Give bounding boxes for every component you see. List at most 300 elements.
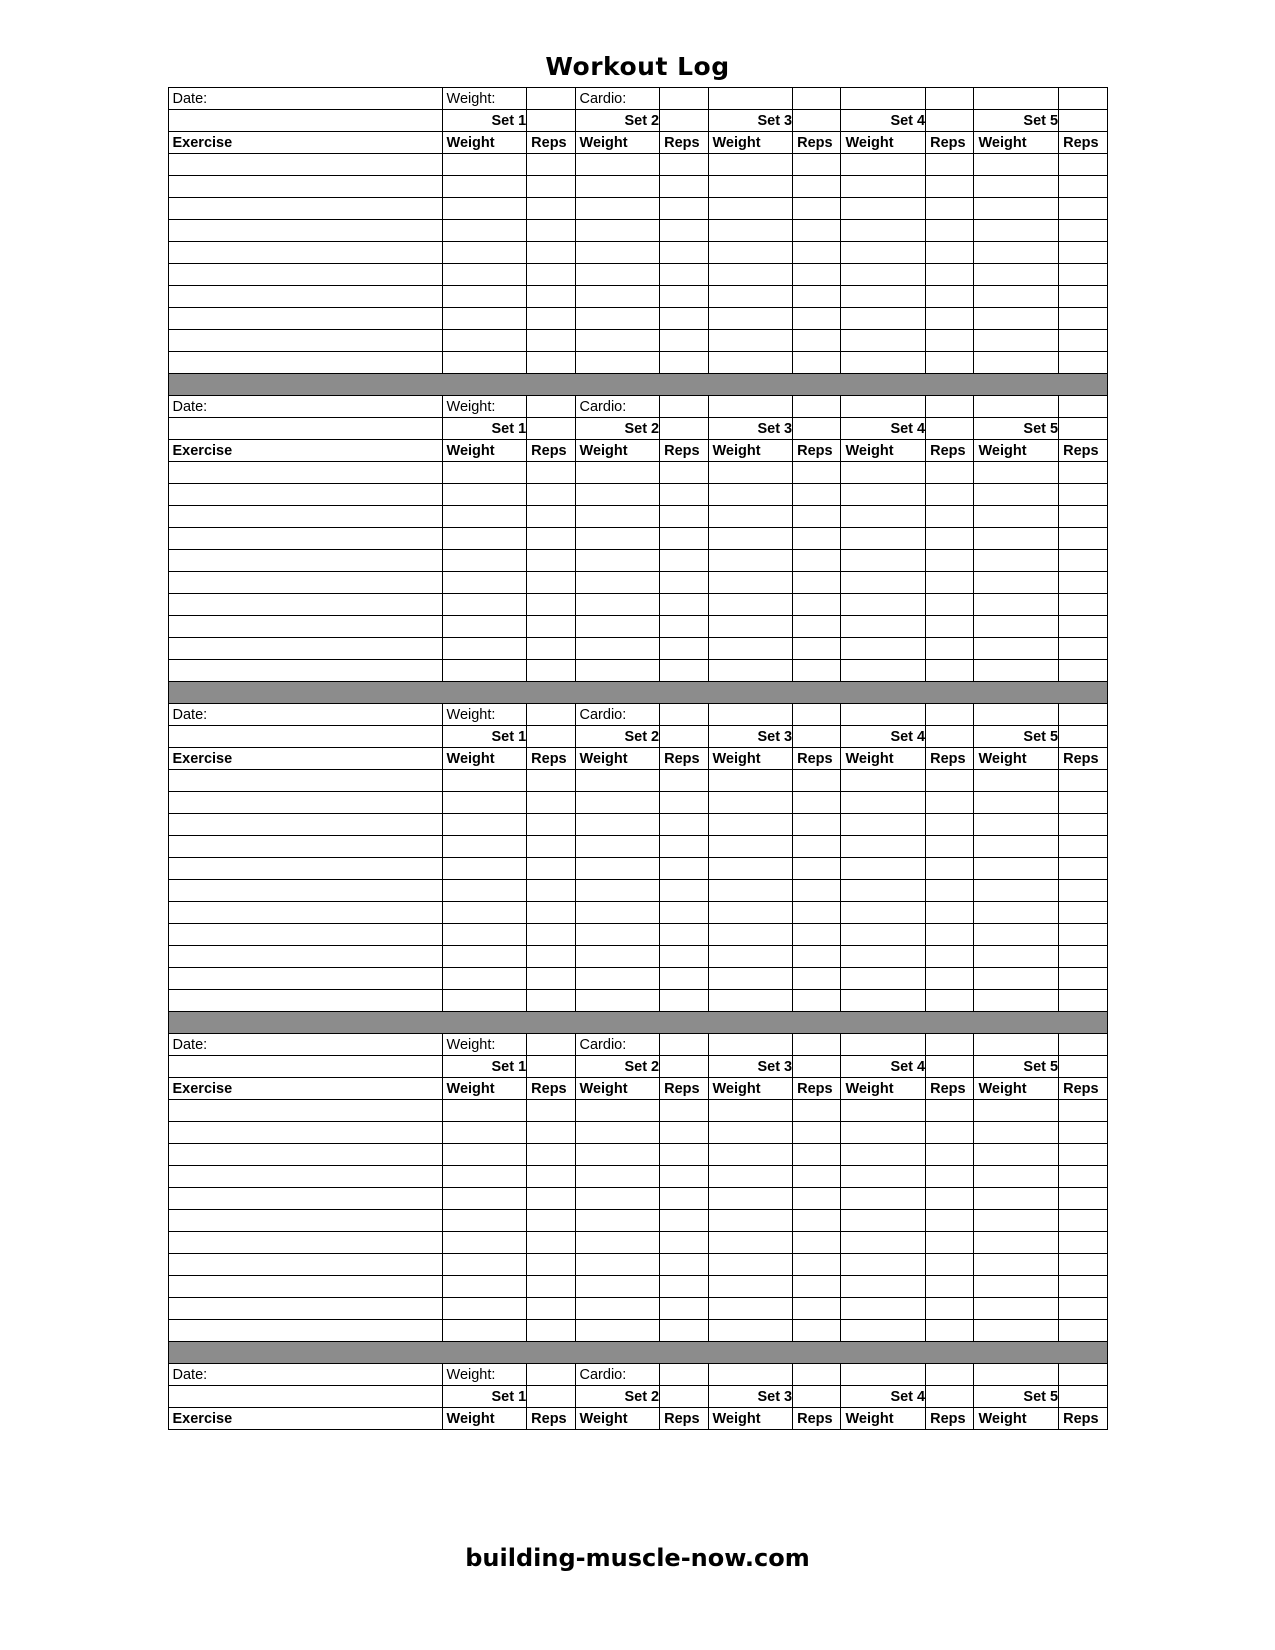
reps-cell-set-4[interactable] [926, 308, 974, 330]
reps-cell-set-4[interactable] [926, 352, 974, 374]
reps-cell-set-2[interactable] [660, 1298, 708, 1320]
weight-cell-set-4[interactable] [841, 770, 926, 792]
weight-cell-set-3[interactable] [708, 814, 793, 836]
reps-cell-set-3[interactable] [793, 770, 841, 792]
reps-cell-set-5[interactable] [1059, 638, 1107, 660]
reps-cell-set-5[interactable] [1059, 858, 1107, 880]
weight-cell-set-3[interactable] [708, 506, 793, 528]
reps-cell-set-1[interactable] [527, 836, 575, 858]
date-label-cell[interactable]: Date: [168, 1364, 442, 1386]
weight-cell-set-1[interactable] [442, 946, 527, 968]
reps-cell-set-4[interactable] [926, 528, 974, 550]
weight-cell-set-2[interactable] [575, 286, 660, 308]
reps-cell-set-3[interactable] [793, 594, 841, 616]
reps-cell-set-4[interactable] [926, 484, 974, 506]
exercise-name-cell[interactable] [168, 264, 442, 286]
weight-cell-set-2[interactable] [575, 1254, 660, 1276]
weight-cell-set-1[interactable] [442, 792, 527, 814]
reps-cell-set-4[interactable] [926, 1100, 974, 1122]
reps-cell-set-4[interactable] [926, 990, 974, 1012]
reps-cell-set-2[interactable] [660, 506, 708, 528]
reps-cell-set-1[interactable] [527, 1298, 575, 1320]
weight-cell-set-3[interactable] [708, 176, 793, 198]
weight-cell-set-1[interactable] [442, 1210, 527, 1232]
reps-cell-set-1[interactable] [527, 528, 575, 550]
reps-cell-set-2[interactable] [660, 924, 708, 946]
weight-cell-set-2[interactable] [575, 506, 660, 528]
weight-cell-set-2[interactable] [575, 1298, 660, 1320]
reps-cell-set-5[interactable] [1059, 990, 1107, 1012]
weight-cell-set-3[interactable] [708, 1144, 793, 1166]
weight-cell-set-1[interactable] [442, 1122, 527, 1144]
reps-cell-set-3[interactable] [793, 946, 841, 968]
reps-cell-set-5[interactable] [1059, 836, 1107, 858]
weight-cell-set-5[interactable] [974, 946, 1059, 968]
weight-cell-set-1[interactable] [442, 550, 527, 572]
weight-cell-set-1[interactable] [442, 1254, 527, 1276]
weight-cell-set-5[interactable] [974, 506, 1059, 528]
reps-cell-set-5[interactable] [1059, 924, 1107, 946]
reps-cell-set-1[interactable] [527, 220, 575, 242]
reps-cell-set-4[interactable] [926, 572, 974, 594]
meta-blank-cell[interactable] [926, 704, 974, 726]
weight-cell-set-4[interactable] [841, 308, 926, 330]
exercise-name-cell[interactable] [168, 990, 442, 1012]
reps-cell-set-3[interactable] [793, 858, 841, 880]
reps-cell-set-1[interactable] [527, 286, 575, 308]
date-label-cell[interactable]: Date: [168, 1034, 442, 1056]
reps-cell-set-3[interactable] [793, 286, 841, 308]
meta-blank-cell[interactable] [660, 88, 708, 110]
weight-cell-set-4[interactable] [841, 616, 926, 638]
reps-cell-set-4[interactable] [926, 1298, 974, 1320]
weight-cell-set-4[interactable] [841, 880, 926, 902]
weight-cell-set-2[interactable] [575, 638, 660, 660]
weight-cell-set-4[interactable] [841, 176, 926, 198]
weight-cell-set-3[interactable] [708, 330, 793, 352]
weight-cell-set-4[interactable] [841, 550, 926, 572]
exercise-name-cell[interactable] [168, 1122, 442, 1144]
weight-cell-set-4[interactable] [841, 528, 926, 550]
weight-cell-set-1[interactable] [442, 220, 527, 242]
weight-cell-set-3[interactable] [708, 308, 793, 330]
reps-cell-set-1[interactable] [527, 660, 575, 682]
reps-cell-set-1[interactable] [527, 770, 575, 792]
weight-cell-set-2[interactable] [575, 946, 660, 968]
meta-blank-cell[interactable] [974, 704, 1059, 726]
exercise-name-cell[interactable] [168, 880, 442, 902]
exercise-name-cell[interactable] [168, 352, 442, 374]
exercise-name-cell[interactable] [168, 792, 442, 814]
weight-cell-set-4[interactable] [841, 198, 926, 220]
weight-cell-set-4[interactable] [841, 1144, 926, 1166]
reps-cell-set-3[interactable] [793, 1298, 841, 1320]
bodyweight-label-cell[interactable]: Weight: [442, 396, 527, 418]
meta-blank-cell[interactable] [841, 396, 926, 418]
reps-cell-set-3[interactable] [793, 902, 841, 924]
reps-cell-set-2[interactable] [660, 770, 708, 792]
weight-cell-set-3[interactable] [708, 1320, 793, 1342]
reps-cell-set-4[interactable] [926, 770, 974, 792]
weight-cell-set-1[interactable] [442, 352, 527, 374]
exercise-name-cell[interactable] [168, 528, 442, 550]
weight-cell-set-5[interactable] [974, 220, 1059, 242]
exercise-name-cell[interactable] [168, 506, 442, 528]
weight-cell-set-5[interactable] [974, 836, 1059, 858]
weight-cell-set-4[interactable] [841, 242, 926, 264]
reps-cell-set-3[interactable] [793, 1188, 841, 1210]
reps-cell-set-4[interactable] [926, 792, 974, 814]
reps-cell-set-3[interactable] [793, 242, 841, 264]
reps-cell-set-5[interactable] [1059, 1166, 1107, 1188]
weight-cell-set-4[interactable] [841, 1232, 926, 1254]
reps-cell-set-2[interactable] [660, 1166, 708, 1188]
weight-cell-set-4[interactable] [841, 484, 926, 506]
reps-cell-set-2[interactable] [660, 638, 708, 660]
reps-cell-set-3[interactable] [793, 616, 841, 638]
exercise-name-cell[interactable] [168, 550, 442, 572]
weight-cell-set-5[interactable] [974, 858, 1059, 880]
weight-cell-set-1[interactable] [442, 660, 527, 682]
reps-cell-set-1[interactable] [527, 308, 575, 330]
weight-cell-set-4[interactable] [841, 1210, 926, 1232]
reps-cell-set-2[interactable] [660, 1144, 708, 1166]
reps-cell-set-5[interactable] [1059, 550, 1107, 572]
meta-blank-cell[interactable] [708, 1034, 793, 1056]
exercise-name-cell[interactable] [168, 154, 442, 176]
weight-cell-set-3[interactable] [708, 572, 793, 594]
reps-cell-set-1[interactable] [527, 616, 575, 638]
reps-cell-set-5[interactable] [1059, 264, 1107, 286]
reps-cell-set-4[interactable] [926, 924, 974, 946]
weight-cell-set-3[interactable] [708, 770, 793, 792]
weight-cell-set-2[interactable] [575, 1144, 660, 1166]
exercise-name-cell[interactable] [168, 198, 442, 220]
reps-cell-set-2[interactable] [660, 792, 708, 814]
reps-cell-set-2[interactable] [660, 176, 708, 198]
exercise-name-cell[interactable] [168, 902, 442, 924]
reps-cell-set-2[interactable] [660, 572, 708, 594]
reps-cell-set-5[interactable] [1059, 286, 1107, 308]
weight-cell-set-2[interactable] [575, 968, 660, 990]
weight-cell-set-4[interactable] [841, 638, 926, 660]
weight-cell-set-5[interactable] [974, 528, 1059, 550]
reps-cell-set-4[interactable] [926, 1188, 974, 1210]
weight-cell-set-3[interactable] [708, 1298, 793, 1320]
reps-cell-set-4[interactable] [926, 330, 974, 352]
reps-cell-set-4[interactable] [926, 814, 974, 836]
reps-cell-set-1[interactable] [527, 1320, 575, 1342]
meta-blank-cell[interactable] [974, 1034, 1059, 1056]
reps-cell-set-5[interactable] [1059, 484, 1107, 506]
reps-cell-set-4[interactable] [926, 1320, 974, 1342]
reps-cell-set-5[interactable] [1059, 814, 1107, 836]
weight-cell-set-1[interactable] [442, 528, 527, 550]
weight-cell-set-2[interactable] [575, 1122, 660, 1144]
reps-cell-set-2[interactable] [660, 946, 708, 968]
weight-cell-set-3[interactable] [708, 462, 793, 484]
weight-cell-set-4[interactable] [841, 286, 926, 308]
reps-cell-set-3[interactable] [793, 308, 841, 330]
weight-cell-set-5[interactable] [974, 242, 1059, 264]
weight-cell-set-2[interactable] [575, 484, 660, 506]
reps-cell-set-3[interactable] [793, 1276, 841, 1298]
reps-cell-set-2[interactable] [660, 836, 708, 858]
reps-cell-set-5[interactable] [1059, 946, 1107, 968]
reps-cell-set-4[interactable] [926, 1122, 974, 1144]
bodyweight-label-cell[interactable]: Weight: [442, 1034, 527, 1056]
meta-blank-cell[interactable] [660, 1034, 708, 1056]
exercise-name-cell[interactable] [168, 814, 442, 836]
weight-cell-set-5[interactable] [974, 660, 1059, 682]
reps-cell-set-1[interactable] [527, 1166, 575, 1188]
reps-cell-set-3[interactable] [793, 1122, 841, 1144]
reps-cell-set-1[interactable] [527, 352, 575, 374]
reps-cell-set-4[interactable] [926, 1276, 974, 1298]
weight-cell-set-5[interactable] [974, 1100, 1059, 1122]
weight-cell-set-3[interactable] [708, 1122, 793, 1144]
reps-cell-set-2[interactable] [660, 1122, 708, 1144]
reps-cell-set-3[interactable] [793, 880, 841, 902]
exercise-name-cell[interactable] [168, 1232, 442, 1254]
reps-cell-set-2[interactable] [660, 1100, 708, 1122]
reps-cell-set-1[interactable] [527, 176, 575, 198]
cardio-label-cell[interactable]: Cardio: [575, 1364, 660, 1386]
exercise-name-cell[interactable] [168, 1298, 442, 1320]
reps-cell-set-3[interactable] [793, 1254, 841, 1276]
weight-cell-set-1[interactable] [442, 616, 527, 638]
reps-cell-set-5[interactable] [1059, 352, 1107, 374]
reps-cell-set-4[interactable] [926, 176, 974, 198]
reps-cell-set-2[interactable] [660, 154, 708, 176]
exercise-name-cell[interactable] [168, 924, 442, 946]
meta-blank-cell[interactable] [793, 396, 841, 418]
weight-cell-set-4[interactable] [841, 660, 926, 682]
exercise-name-cell[interactable] [168, 660, 442, 682]
weight-cell-set-5[interactable] [974, 330, 1059, 352]
weight-cell-set-5[interactable] [974, 880, 1059, 902]
weight-cell-set-2[interactable] [575, 264, 660, 286]
reps-cell-set-1[interactable] [527, 1100, 575, 1122]
weight-cell-set-5[interactable] [974, 154, 1059, 176]
meta-blank-cell[interactable] [974, 88, 1059, 110]
reps-cell-set-5[interactable] [1059, 902, 1107, 924]
weight-cell-set-2[interactable] [575, 814, 660, 836]
cardio-label-cell[interactable]: Cardio: [575, 704, 660, 726]
reps-cell-set-1[interactable] [527, 946, 575, 968]
weight-cell-set-2[interactable] [575, 616, 660, 638]
weight-cell-set-1[interactable] [442, 770, 527, 792]
reps-cell-set-3[interactable] [793, 1210, 841, 1232]
weight-cell-set-2[interactable] [575, 528, 660, 550]
weight-cell-set-4[interactable] [841, 814, 926, 836]
weight-cell-set-5[interactable] [974, 594, 1059, 616]
weight-cell-set-2[interactable] [575, 352, 660, 374]
reps-cell-set-2[interactable] [660, 1254, 708, 1276]
weight-cell-set-2[interactable] [575, 220, 660, 242]
meta-blank-cell[interactable] [793, 704, 841, 726]
reps-cell-set-3[interactable] [793, 176, 841, 198]
meta-blank-cell[interactable] [841, 1034, 926, 1056]
weight-cell-set-2[interactable] [575, 308, 660, 330]
date-label-cell[interactable]: Date: [168, 396, 442, 418]
weight-cell-set-3[interactable] [708, 154, 793, 176]
weight-cell-set-2[interactable] [575, 1232, 660, 1254]
weight-cell-set-5[interactable] [974, 1210, 1059, 1232]
reps-cell-set-5[interactable] [1059, 1254, 1107, 1276]
reps-cell-set-3[interactable] [793, 924, 841, 946]
reps-cell-set-2[interactable] [660, 594, 708, 616]
reps-cell-set-3[interactable] [793, 550, 841, 572]
reps-cell-set-4[interactable] [926, 154, 974, 176]
reps-cell-set-5[interactable] [1059, 572, 1107, 594]
weight-cell-set-5[interactable] [974, 770, 1059, 792]
weight-cell-set-4[interactable] [841, 924, 926, 946]
reps-cell-set-5[interactable] [1059, 242, 1107, 264]
reps-cell-set-1[interactable] [527, 1210, 575, 1232]
weight-cell-set-2[interactable] [575, 924, 660, 946]
weight-cell-set-2[interactable] [575, 550, 660, 572]
reps-cell-set-3[interactable] [793, 264, 841, 286]
meta-blank-cell[interactable] [1059, 396, 1107, 418]
weight-cell-set-2[interactable] [575, 330, 660, 352]
weight-cell-set-2[interactable] [575, 1100, 660, 1122]
meta-blank-cell[interactable] [926, 1364, 974, 1386]
weight-cell-set-4[interactable] [841, 1100, 926, 1122]
weight-cell-set-1[interactable] [442, 330, 527, 352]
exercise-name-cell[interactable] [168, 616, 442, 638]
reps-cell-set-5[interactable] [1059, 308, 1107, 330]
meta-blank-cell[interactable] [527, 396, 575, 418]
exercise-name-cell[interactable] [168, 330, 442, 352]
reps-cell-set-1[interactable] [527, 1232, 575, 1254]
meta-blank-cell[interactable] [660, 704, 708, 726]
weight-cell-set-2[interactable] [575, 1166, 660, 1188]
reps-cell-set-5[interactable] [1059, 594, 1107, 616]
weight-cell-set-3[interactable] [708, 638, 793, 660]
weight-cell-set-5[interactable] [974, 176, 1059, 198]
meta-blank-cell[interactable] [841, 88, 926, 110]
reps-cell-set-4[interactable] [926, 506, 974, 528]
reps-cell-set-5[interactable] [1059, 220, 1107, 242]
weight-cell-set-3[interactable] [708, 198, 793, 220]
weight-cell-set-2[interactable] [575, 660, 660, 682]
weight-cell-set-3[interactable] [708, 1100, 793, 1122]
reps-cell-set-2[interactable] [660, 264, 708, 286]
weight-cell-set-1[interactable] [442, 858, 527, 880]
exercise-name-cell[interactable] [168, 968, 442, 990]
weight-cell-set-5[interactable] [974, 286, 1059, 308]
weight-cell-set-4[interactable] [841, 1166, 926, 1188]
weight-cell-set-5[interactable] [974, 1232, 1059, 1254]
reps-cell-set-5[interactable] [1059, 660, 1107, 682]
bodyweight-label-cell[interactable]: Weight: [442, 1364, 527, 1386]
reps-cell-set-3[interactable] [793, 1144, 841, 1166]
weight-cell-set-3[interactable] [708, 616, 793, 638]
reps-cell-set-2[interactable] [660, 880, 708, 902]
reps-cell-set-2[interactable] [660, 484, 708, 506]
reps-cell-set-5[interactable] [1059, 1188, 1107, 1210]
reps-cell-set-2[interactable] [660, 616, 708, 638]
weight-cell-set-5[interactable] [974, 638, 1059, 660]
date-label-cell[interactable]: Date: [168, 704, 442, 726]
exercise-name-cell[interactable] [168, 946, 442, 968]
weight-cell-set-2[interactable] [575, 1188, 660, 1210]
exercise-name-cell[interactable] [168, 1210, 442, 1232]
weight-cell-set-4[interactable] [841, 1188, 926, 1210]
reps-cell-set-3[interactable] [793, 814, 841, 836]
reps-cell-set-4[interactable] [926, 1144, 974, 1166]
reps-cell-set-1[interactable] [527, 506, 575, 528]
reps-cell-set-5[interactable] [1059, 792, 1107, 814]
reps-cell-set-1[interactable] [527, 594, 575, 616]
reps-cell-set-2[interactable] [660, 1188, 708, 1210]
reps-cell-set-5[interactable] [1059, 506, 1107, 528]
reps-cell-set-4[interactable] [926, 1232, 974, 1254]
weight-cell-set-4[interactable] [841, 330, 926, 352]
weight-cell-set-5[interactable] [974, 352, 1059, 374]
weight-cell-set-5[interactable] [974, 550, 1059, 572]
reps-cell-set-2[interactable] [660, 858, 708, 880]
weight-cell-set-2[interactable] [575, 1210, 660, 1232]
reps-cell-set-1[interactable] [527, 968, 575, 990]
weight-cell-set-4[interactable] [841, 1298, 926, 1320]
weight-cell-set-5[interactable] [974, 1166, 1059, 1188]
weight-cell-set-3[interactable] [708, 946, 793, 968]
weight-cell-set-1[interactable] [442, 902, 527, 924]
weight-cell-set-3[interactable] [708, 594, 793, 616]
reps-cell-set-1[interactable] [527, 462, 575, 484]
weight-cell-set-4[interactable] [841, 858, 926, 880]
reps-cell-set-2[interactable] [660, 198, 708, 220]
reps-cell-set-3[interactable] [793, 484, 841, 506]
meta-blank-cell[interactable] [1059, 1364, 1107, 1386]
reps-cell-set-4[interactable] [926, 550, 974, 572]
reps-cell-set-4[interactable] [926, 836, 974, 858]
weight-cell-set-1[interactable] [442, 1276, 527, 1298]
weight-cell-set-3[interactable] [708, 220, 793, 242]
weight-cell-set-5[interactable] [974, 792, 1059, 814]
reps-cell-set-1[interactable] [527, 242, 575, 264]
weight-cell-set-5[interactable] [974, 1320, 1059, 1342]
exercise-name-cell[interactable] [168, 1188, 442, 1210]
exercise-name-cell[interactable] [168, 1276, 442, 1298]
weight-cell-set-1[interactable] [442, 924, 527, 946]
reps-cell-set-1[interactable] [527, 572, 575, 594]
weight-cell-set-4[interactable] [841, 836, 926, 858]
reps-cell-set-1[interactable] [527, 638, 575, 660]
cardio-label-cell[interactable]: Cardio: [575, 1034, 660, 1056]
reps-cell-set-2[interactable] [660, 286, 708, 308]
exercise-name-cell[interactable] [168, 220, 442, 242]
reps-cell-set-5[interactable] [1059, 154, 1107, 176]
weight-cell-set-3[interactable] [708, 1188, 793, 1210]
weight-cell-set-4[interactable] [841, 990, 926, 1012]
meta-blank-cell[interactable] [708, 88, 793, 110]
reps-cell-set-1[interactable] [527, 924, 575, 946]
weight-cell-set-4[interactable] [841, 154, 926, 176]
weight-cell-set-1[interactable] [442, 638, 527, 660]
reps-cell-set-4[interactable] [926, 902, 974, 924]
weight-cell-set-3[interactable] [708, 286, 793, 308]
weight-cell-set-1[interactable] [442, 506, 527, 528]
cardio-label-cell[interactable]: Cardio: [575, 396, 660, 418]
reps-cell-set-2[interactable] [660, 1210, 708, 1232]
reps-cell-set-3[interactable] [793, 990, 841, 1012]
weight-cell-set-5[interactable] [974, 924, 1059, 946]
meta-blank-cell[interactable] [527, 1034, 575, 1056]
exercise-name-cell[interactable] [168, 1100, 442, 1122]
